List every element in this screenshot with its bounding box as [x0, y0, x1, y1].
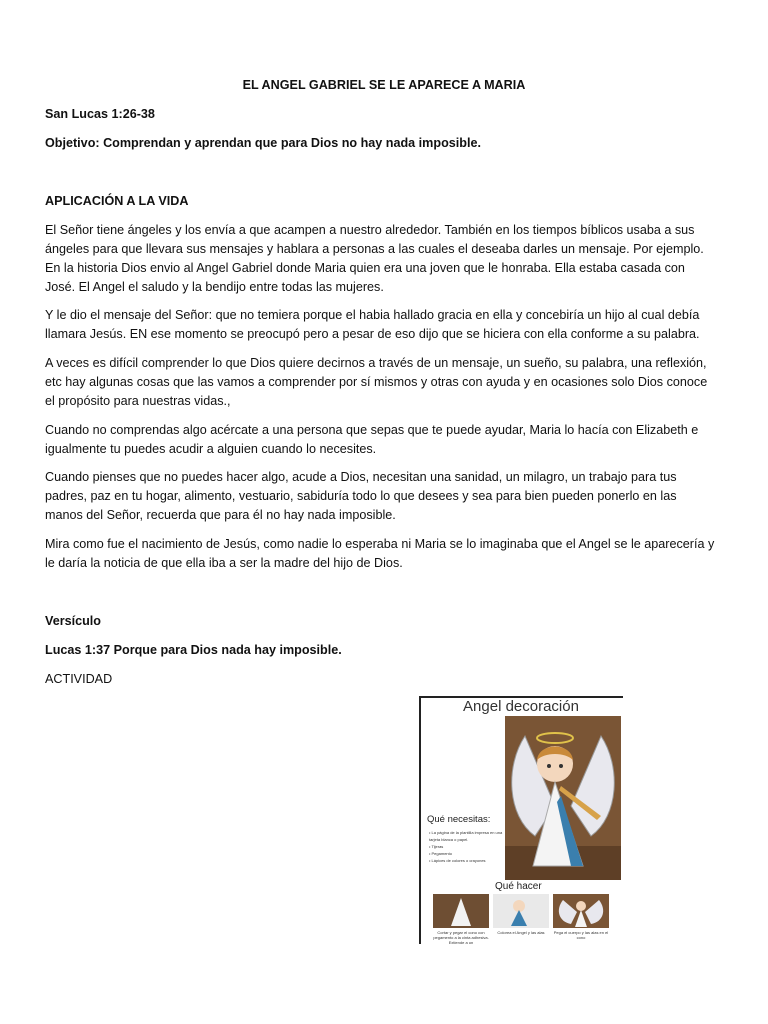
paragraph-4: Cuando no comprendas algo acércate a una persona que sepas que te puede ayudar, Maria lo hacía con Elizabeth e igualmente tu puedes acudir a alguien cuando lo necesites.: [45, 423, 699, 456]
needs-item: • Pegamento: [429, 850, 509, 857]
step-3-photo: [553, 894, 609, 928]
paragraph-5: Cuando pienses que no puedes hacer algo, acude a Dios, necesitan una sanidad, un milagro, un trabajo para tus padres, paz en tu hogar, alimento, vestuario, sabiduría todo lo que desees y sea para bien pueden ponerlo en las manos del Señor, recuerda que para él no hay nada imposible.: [45, 470, 677, 522]
document-title: EL ANGEL GABRIEL SE LE APARECE A MARIA: [242, 78, 526, 92]
paragraph-1: El Señor tiene ángeles y los envía a que acampen a nuestro alrededor. También en los tiempos bíblicos usaba a sus ángeles para que llevara sus mensajes y hablara a personas a las cuales el deseaba darles un mensaje. Por ejemplo. En la historia Dios envio al Angel Gabriel donde Maria quien era una joven que le honraba. Ella estaba casada con José. El Angel el saludo y la bendijo entre todas las mujeres.: [45, 223, 704, 294]
needs-item: • Lápices de colores o crayones: [429, 857, 509, 864]
assembled-angel-illustration: [553, 894, 609, 928]
objective: Objetivo: Comprendan y aprendan que para Dios no hay nada imposible.: [45, 136, 481, 150]
needs-item: • La página de la plantilla impresa en una tarjeta blanca o papel.: [429, 829, 509, 843]
verse-heading: Versículo: [45, 614, 102, 628]
activity-image: [419, 696, 623, 944]
step-2-photo: [493, 894, 549, 928]
scripture-reference: San Lucas 1:26-38: [45, 107, 155, 121]
step-3-caption: Pega el cuerpo y las alas en el cono: [553, 930, 609, 940]
coloring-illustration: [493, 894, 549, 928]
step-1-caption: Cortar y pegar el cono con pegamento a la cinta adhesiva. Extiende a un: [433, 930, 489, 944]
step-1-photo: [433, 894, 489, 928]
paragraph-6: Mira como fue el nacimiento de Jesús, como nadie lo esperaba ni Maria se lo imaginaba que el Angel se le aparecería y le daría la noticia de que ella iba a ser la madre del hijo de Dios.: [45, 537, 715, 570]
cone-illustration: [433, 894, 489, 928]
verse-text: Lucas 1:37 Porque para Dios nada hay imposible.: [45, 643, 342, 657]
angel-illustration: [505, 716, 621, 880]
activity-heading: ACTIVIDAD: [45, 672, 113, 686]
step-2-caption: Colorea el Angel y las alas: [497, 930, 545, 935]
needs-item: • Tijeras: [429, 843, 509, 850]
paragraph-2: Y le dio el mensaje del Señor: que no temiera porque el habia hallado gracia en ella y concebiría un hijo al cual debía llamara Jesús. EN ese momento se preocupó pero a pesar de eso dijo que se hiciera con ella conforme a su palabra.: [45, 308, 700, 341]
needs-heading: Qué necesitas:: [427, 814, 491, 825]
angel-photo: [505, 716, 621, 880]
how-heading: Qué hacer: [495, 881, 542, 892]
figure-title: Angel decoración: [463, 698, 579, 715]
paragraph-3: A veces es difícil comprender lo que Dios quiere decirnos a través de un mensaje, un sueño, su palabra, una reflexión, etc hay algunas cosas que las vamos a comprender por sí mismos y otras con ayuda y en ocasiones solo Dios conoce el propósito para nuestras vidas.,: [45, 356, 708, 408]
section-heading: APLICACIÓN A LA VIDA: [45, 194, 189, 208]
needs-list: [429, 829, 509, 864]
